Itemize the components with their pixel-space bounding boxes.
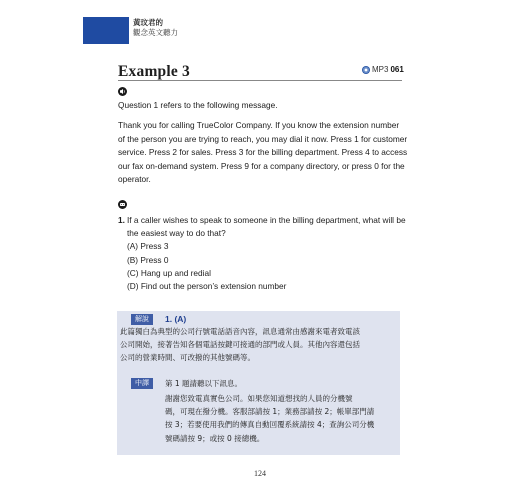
translation-first: 第 1 題請聽以下訊息。 bbox=[165, 379, 243, 388]
translation-text bbox=[165, 392, 374, 445]
explanation-line: 公司的營業時間、可改撥的其他號碼等。 bbox=[120, 353, 255, 363]
message-paragraph: Thank you for calling TrueColor Company. If you know the extension number of the person you are trying to reach, you may dial it now. Press 1 for customer service. Press 2 for sales. Press 3 for the billing department. Press 4 to access our fax on-demand system. Press 9 for a company directory, or press 0 for the operator. bbox=[118, 120, 408, 185]
mp3-number: 061 bbox=[390, 65, 404, 74]
question-intro: Question 1 refers to the following message. bbox=[118, 100, 278, 110]
explanation-tag: 解說 bbox=[131, 314, 153, 325]
explanation-text bbox=[120, 325, 360, 365]
book-title bbox=[133, 18, 178, 38]
title-rule bbox=[118, 80, 402, 81]
answer-label: 1. (A) bbox=[165, 314, 187, 324]
explanation-line: 此篇獨白為典型的公司行號電話語音內容，訊息通常由感謝來電者致電該 bbox=[120, 327, 360, 336]
book-title-line2: 觀念英文聽力 bbox=[133, 28, 178, 37]
question-number: 1. bbox=[118, 215, 125, 225]
page-number: 124 bbox=[254, 469, 266, 478]
book-title-line1: 黃玟君的 bbox=[133, 18, 163, 27]
example-title: Example 3 bbox=[118, 63, 190, 80]
translation-line: 按 3；若要使用我們的傳真自動回覆系統請按 4；查詢公司分機 bbox=[165, 420, 375, 430]
header-color-block bbox=[83, 17, 129, 44]
explanation-line: 公司開始，接著告知各個電話按鍵可接通的部門或人員。其他內容還包括 bbox=[120, 340, 360, 350]
option-b: (B) Press 0 bbox=[127, 254, 169, 265]
question-text: If a caller wishes to speak to someone in the billing department, what will be the easiest way to do that? bbox=[127, 215, 406, 239]
translation-tag: 中譯 bbox=[131, 378, 153, 389]
question-icon bbox=[118, 200, 127, 209]
mp3-label: MP3 bbox=[372, 65, 389, 74]
translation-line: 號碼請按 9；或按 0 接總機。 bbox=[165, 433, 265, 443]
translation-line: 謝謝您致電真實色公司。如果您知道想找的人員的分機號 bbox=[165, 394, 353, 403]
speaker-icon bbox=[118, 87, 127, 96]
mp3-track bbox=[362, 65, 404, 74]
cd-icon bbox=[362, 66, 370, 74]
question-block bbox=[118, 214, 410, 293]
option-a: (A) Press 3 bbox=[127, 241, 169, 252]
option-c: (C) Hang up and redial bbox=[127, 267, 211, 278]
translation-line: 碼，可現在撥分機。客服部請按 1；業務部請按 2；帳單部門請 bbox=[165, 407, 375, 417]
option-d: (D) Find out the person’s extension number bbox=[127, 281, 287, 292]
